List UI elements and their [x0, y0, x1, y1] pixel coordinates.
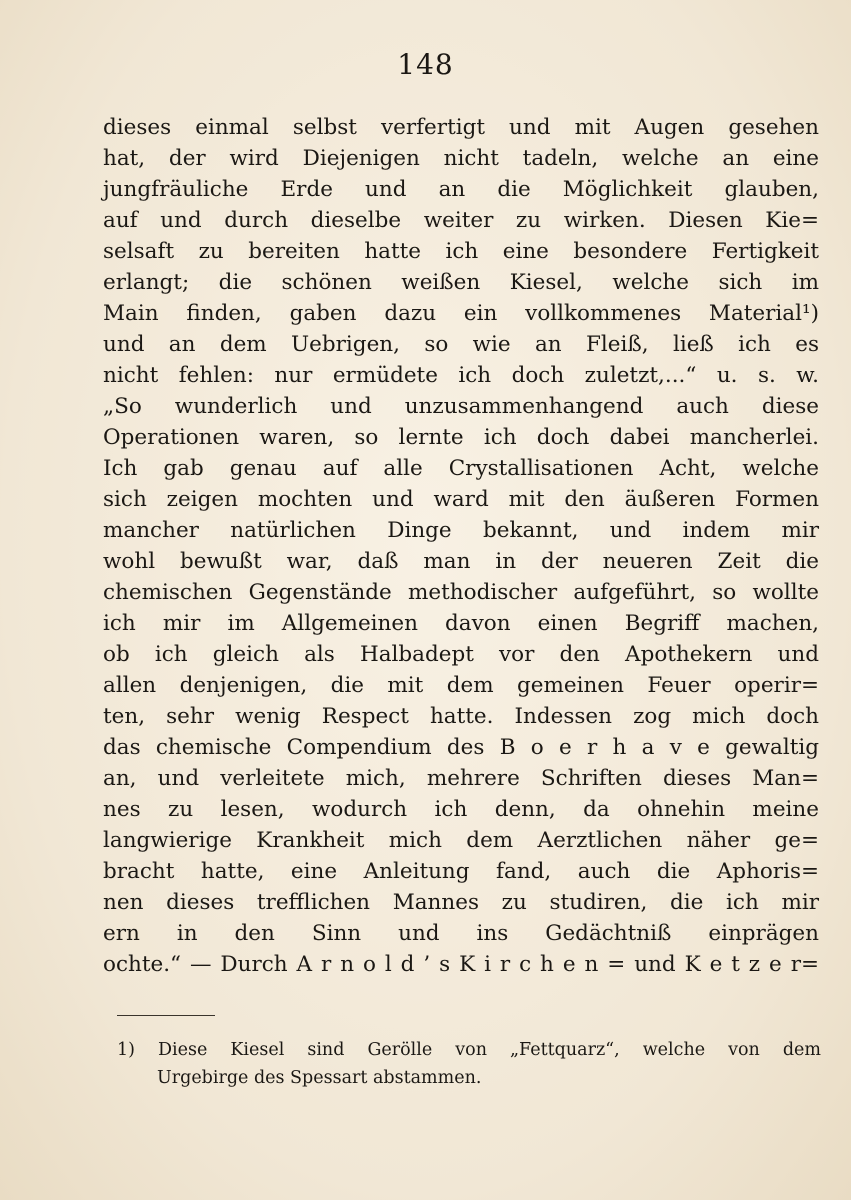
text-line: bracht hatte, eine Anleitung fand, auch die Aphoris=: [103, 859, 819, 884]
text-line: auf und durch dieselbe weiter zu wirken. Diesen Kie=: [103, 208, 819, 233]
text-line: Ich gab genau auf alle Crystallisationen Acht, welche: [103, 456, 819, 481]
footnote-rule: [117, 1015, 215, 1016]
text-line: wohl bewußt war, daß man in der neueren Zeit die: [103, 549, 819, 574]
text-line: und an dem Uebrigen, so wie an Fleiß, ließ ich es: [103, 332, 819, 357]
text-line: ob ich gleich als Halbadept vor den Apothekern und: [103, 642, 819, 667]
text-line: langwierige Krankheit mich dem Aerztlichen näher ge=: [103, 828, 819, 853]
text-line: sich zeigen mochten und ward mit den äußeren Formen: [103, 487, 819, 512]
text-line: das chemische Compendium des B o e r h a v e gewaltig: [103, 735, 819, 760]
page-number: 148: [397, 48, 454, 81]
body-text: [103, 112, 819, 980]
text-line: an, und verleitete mich, mehrere Schriften dieses Man=: [103, 766, 819, 791]
footnote-line: 1) Diese Kiesel sind Gerölle von „Fettquarz“, welche von dem: [117, 1040, 821, 1060]
text-line: ochte.“ — Durch A r n o l d ’ s K i r c h e n = und K e t z e r=: [103, 952, 819, 977]
text-line: nicht fehlen: nur ermüdete ich doch zuletzt,...“ u. s. w.: [103, 363, 819, 388]
footnote: [117, 1036, 821, 1092]
text-line: Main finden, gaben dazu ein vollkommenes Material¹): [103, 301, 819, 326]
text-line: ern in den Sinn und ins Gedächtniß einprägen: [103, 921, 819, 946]
text-line: jungfräuliche Erde und an die Möglichkeit glauben,: [103, 177, 819, 202]
text-line: nen dieses trefflichen Mannes zu studiren, die ich mir: [103, 890, 819, 915]
text-line: hat, der wird Diejenigen nicht tadeln, welche an eine: [103, 146, 819, 171]
text-line: „So wunderlich und unzusammenhangend auch diese: [103, 394, 819, 419]
text-line: mancher natürlichen Dinge bekannt, und indem mir: [103, 518, 819, 543]
text-line: allen denjenigen, die mit dem gemeinen Feuer operir=: [103, 673, 819, 698]
text-line: Operationen waren, so lernte ich doch dabei mancherlei.: [103, 425, 819, 450]
text-line: selsaft zu bereiten hatte ich eine besondere Fertigkeit: [103, 239, 819, 264]
text-line: ten, sehr wenig Respect hatte. Indessen zog mich doch: [103, 704, 819, 729]
text-line: erlangt; die schönen weißen Kiesel, welche sich im: [103, 270, 819, 295]
text-line: nes zu lesen, wodurch ich denn, da ohnehin meine: [103, 797, 819, 822]
text-line: dieses einmal selbst verfertigt und mit Augen gesehen: [103, 115, 819, 140]
text-line: chemischen Gegenstände methodischer aufgeführt, so wollte: [103, 580, 819, 605]
text-line: ich mir im Allgemeinen davon einen Begriff machen,: [103, 611, 819, 636]
footnote-line: Urgebirge des Spessart abstammen.: [157, 1068, 482, 1088]
